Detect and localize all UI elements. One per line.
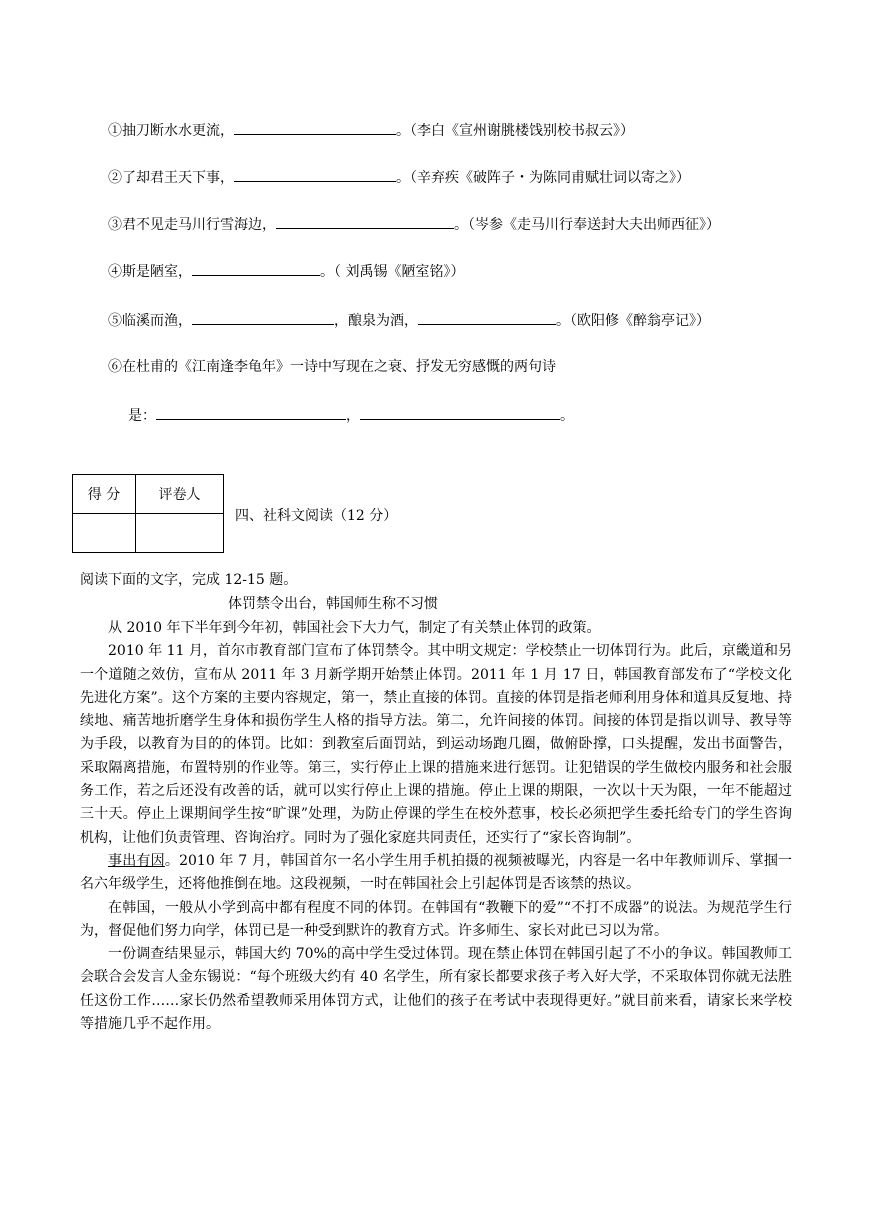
item-6	[108, 357, 556, 377]
article-body	[80, 617, 792, 1036]
item-5-middle: ，酿泉为酒，	[334, 313, 418, 329]
score-table	[72, 474, 224, 553]
article-title: 体罚禁令出台，韩国师生称不习惯	[228, 596, 438, 612]
item-3-after: 。（岑参《走马川行奉送封大夫出师西征》）	[454, 217, 720, 233]
paragraph-3	[80, 850, 792, 897]
section-4-heading: 四、社科文阅读（12 分）	[235, 508, 398, 524]
paragraph-1: 从 2010 年下半年到今年初，韩国社会下大力气，制定了有关禁止体罚的政策。	[108, 620, 601, 636]
grader-cell[interactable]	[136, 514, 224, 553]
item-3-before: ③君不见走马川行雪海边，	[108, 217, 276, 233]
item-6-answer-before: 是：	[128, 408, 156, 424]
score-cell[interactable]	[73, 514, 136, 553]
paragraph-4: 在韩国，一般从小学到高中都有程度不同的体罚。在韩国有“教鞭下的爱”“不打不成器”的说法。为规范学生行为，督促他们努力向学，体罚已是一种受到默许的教育方式。许多师生、家长对此已习以为常。	[80, 899, 792, 939]
grader-header: 评卷人	[136, 475, 224, 514]
item-1	[108, 120, 634, 141]
item-2-blank[interactable]	[234, 167, 396, 182]
paragraph-3-text: 。2010 年 7 月，韩国首尔一名小学生用手机拍摄的视频被曝光，内容是一名中年教师训斥、掌掴一名六年级学生，还将他推倒在地。这段视频，一时在韩国社会上引起体罚是否该禁的热议。	[80, 852, 793, 893]
paragraph-3-underlined: 事出有因	[108, 852, 165, 869]
item-4-blank[interactable]	[192, 261, 320, 276]
item-4-after: 。（ 刘禹锡《陋室铭》）	[320, 264, 465, 280]
item-1-after: 。（李白《宣州谢朓楼饯别校书叔云》）	[396, 123, 634, 139]
item-4	[108, 261, 464, 282]
item-2	[108, 167, 690, 188]
item-2-before: ②了却君王天下事，	[108, 170, 234, 186]
item-5-before: ⑤临溪而渔，	[108, 313, 192, 329]
item-6-blank-2[interactable]	[360, 405, 560, 420]
item-5-after: 。（欧阳修《醉翁亭记》）	[556, 313, 710, 329]
item-2-after: 。（辛弃疾《破阵子・为陈同甫赋壮词以寄之》）	[396, 170, 690, 186]
item-5	[108, 310, 710, 331]
item-5-blank-2[interactable]	[418, 310, 556, 325]
paragraph-5: 一份调查结果显示，韩国大约 70%的高中学生受过体罚。现在禁止体罚在韩国引起了不小的争议。韩国教师工会联合会发言人金东锡说：“每个班级大约有 40 名学生，所有家长都要求孩子考入好大学，不采取体罚你就无法胜任这份工作……家长仍然希望教师采用体罚方式，让他们的孩子在考试中表现得更好。”就目前来看，请家长来学校等措施几乎不起作用。	[80, 946, 792, 1033]
item-6-answer-middle: ，	[346, 408, 360, 424]
item-3	[108, 214, 720, 235]
item-6-answer-after: 。	[560, 408, 574, 424]
item-3-blank[interactable]	[276, 214, 454, 229]
reading-instruction: 阅读下面的文字，完成 12-15 题。	[80, 572, 298, 588]
item-1-blank[interactable]	[234, 120, 396, 135]
item-6-text: ⑥在杜甫的《江南逢李龟年》一诗中写现在之衰、抒发无穷感慨的两句诗	[108, 359, 556, 375]
paragraph-2: 2010 年 11 月，首尔市教育部门宣布了体罚禁令。其中明文规定：学校禁止一切体罚行为。此后，京畿道和另一个道随之效仿，宣布从 2011 年 3 月新学期开始禁止体罚。2011 年 1 月 17 日，韩国教育部发布了“学校文化先进化方案”。这个方案的主要内容规定，第一，禁止直接的体罚。直接的体罚是指老师利用身体和道具反复地、持续地、痛苦地折磨学生身体和损伤学生人格的指导方法。第二，允许间接的体罚。间接的体罚是指以训导、教导等为手段，以教育为目的的体罚。比如：到教室后面罚站，到运动场跑几圈，做俯卧撑，口头提醒，发出书面警告，采取隔离措施，布置特别的作业等。第三，实行停止上课的措施来进行惩罚。让犯错误的学生做校内服务和社会服务工作，若之后还没有改善的话，就可以实行停止上课的措施。停止上课的期限，一次以十天为限，一年不能超过三十天。停止上课期间学生按“旷课”处理，为防止停课的学生在校外惹事，校长必须把学生委托给专门的学生咨询机构，让他们负责管理、咨询治疗。同时为了强化家庭共同责任，还实行了“家长咨询制”。	[80, 643, 792, 846]
item-5-blank-1[interactable]	[192, 310, 334, 325]
score-header: 得 分	[73, 475, 136, 514]
item-6-answer	[128, 405, 574, 426]
item-6-blank-1[interactable]	[156, 405, 346, 420]
item-4-before: ④斯是陋室，	[108, 264, 192, 280]
item-1-before: ①抽刀断水水更流，	[108, 123, 234, 139]
